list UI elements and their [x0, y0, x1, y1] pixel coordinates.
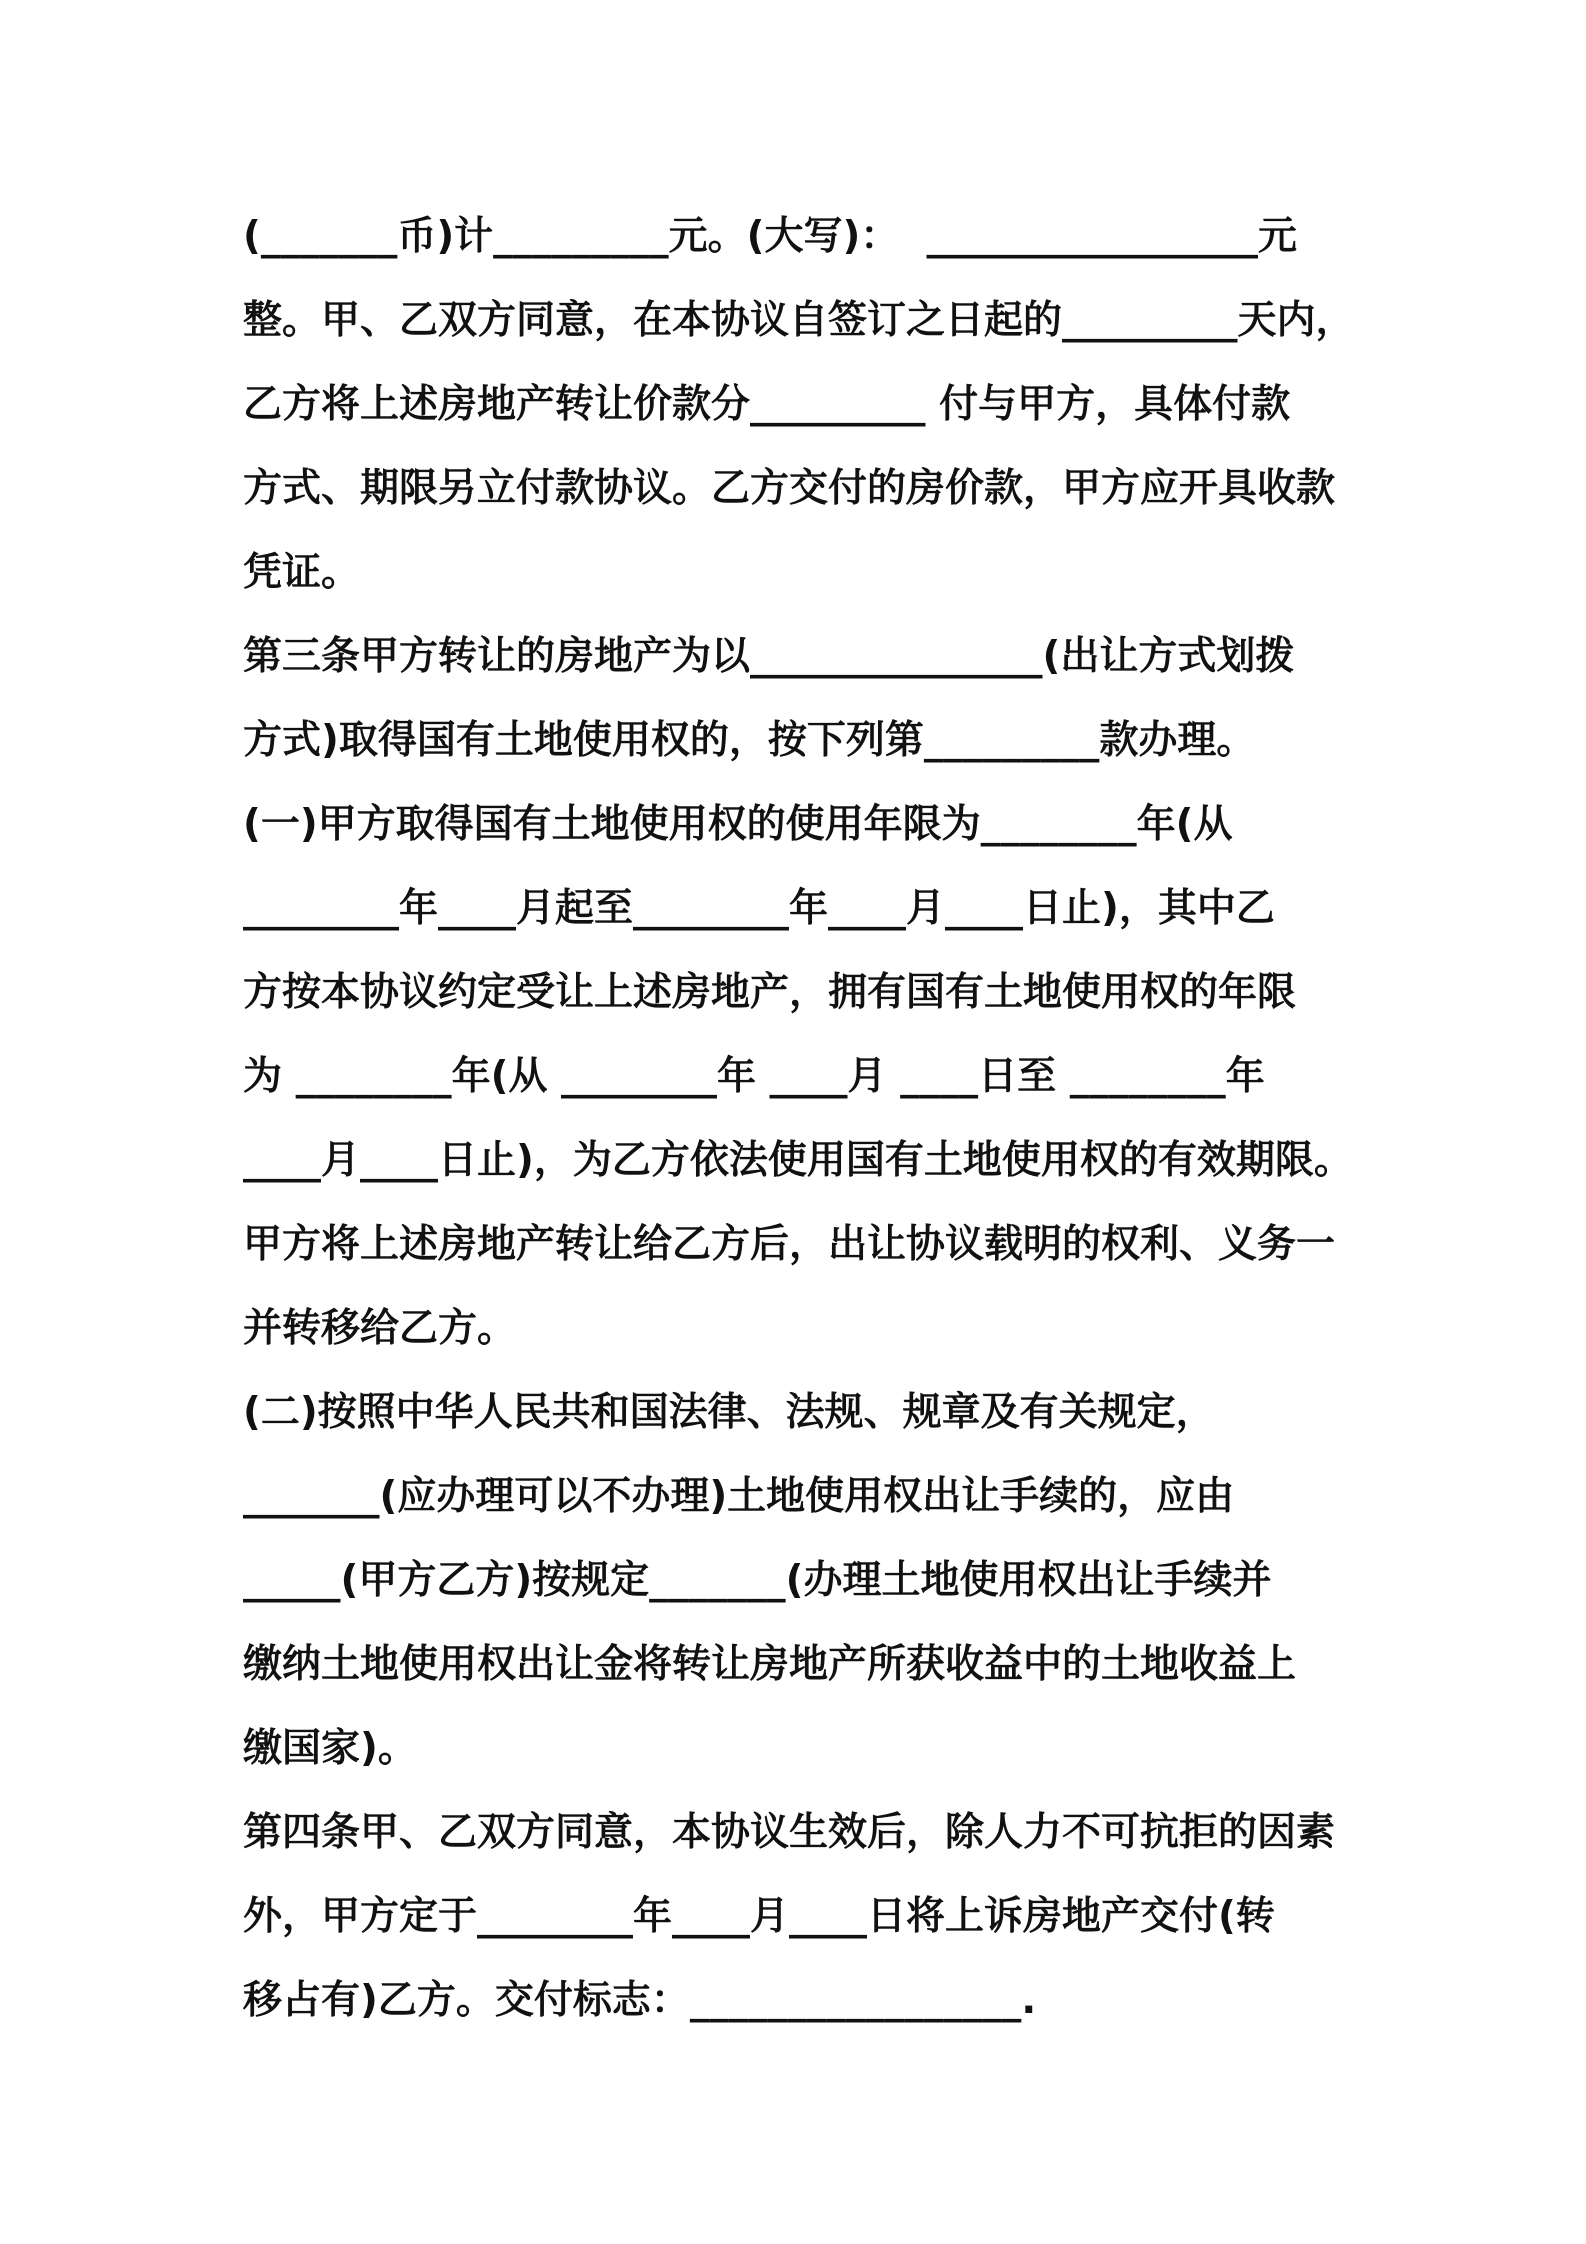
text-line: 凭证。 [243, 550, 361, 595]
text-line: 缴纳土地使用权出让金将转让房地产所获收益中的土地收益上 [243, 1642, 1297, 1687]
text-line: ________年____月起至________年____月____日止)，其中乙 [243, 886, 1275, 931]
text-line: 为 ________年(从 ________年 ____月 ____日至 ________年 [243, 1054, 1265, 1099]
text-line: 方式、期限另立付款协议。乙方交付的房价款，甲方应开具收款 [243, 466, 1336, 511]
clause-2-line: (二)按照中华人民共和国法律、法规、规章及有关规定， [243, 1390, 1215, 1435]
text-line: 方式)取得国有土地使用权的，按下列第_________款办理。 [243, 718, 1256, 763]
text-line: 方按本协议约定受让上述房地产，拥有国有土地使用权的年限 [243, 970, 1297, 1015]
article-4-heading-line: 第四条甲、乙双方同意，本协议生效后，除人力不可抗拒的因素 [243, 1810, 1336, 1855]
text-line: 缴国家)。 [243, 1726, 417, 1771]
text-line: 外，甲方定于________年____月____日将上诉房地产交付(转 [243, 1894, 1275, 1939]
text-line: (_______币)计_________元。(大写)： _________________元 [243, 214, 1297, 259]
document-body [243, 195, 1353, 2043]
text-line: _____(甲方乙方)按规定_______(办理土地使用权出让手续并 [243, 1558, 1272, 1603]
text-line: 乙方将上述房地产转让价款分_________ 付与甲方，具体付款 [243, 382, 1291, 427]
text-line: 整。甲、乙双方同意，在本协议自签订之日起的_________天内， [243, 298, 1355, 343]
text-line: ____月____日止)，为乙方依法使用国有土地使用权的有效期限。 [243, 1138, 1353, 1183]
text-line: 并转移给乙方。 [243, 1306, 517, 1351]
article-3-heading-line: 第三条甲方转让的房地产为以_______________(出让方式划拨 [243, 634, 1295, 679]
text-line: 移占有)乙方。交付标志：_________________. [243, 1978, 1037, 2023]
text-line: _______(应办理可以不办理)土地使用权出让手续的，应由 [243, 1474, 1235, 1519]
text-line: 甲方将上述房地产转让给乙方后，出让协议载明的权利、义务一 [243, 1222, 1336, 1267]
clause-1-line: (一)甲方取得国有土地使用权的使用年限为________年(从 [243, 802, 1233, 847]
